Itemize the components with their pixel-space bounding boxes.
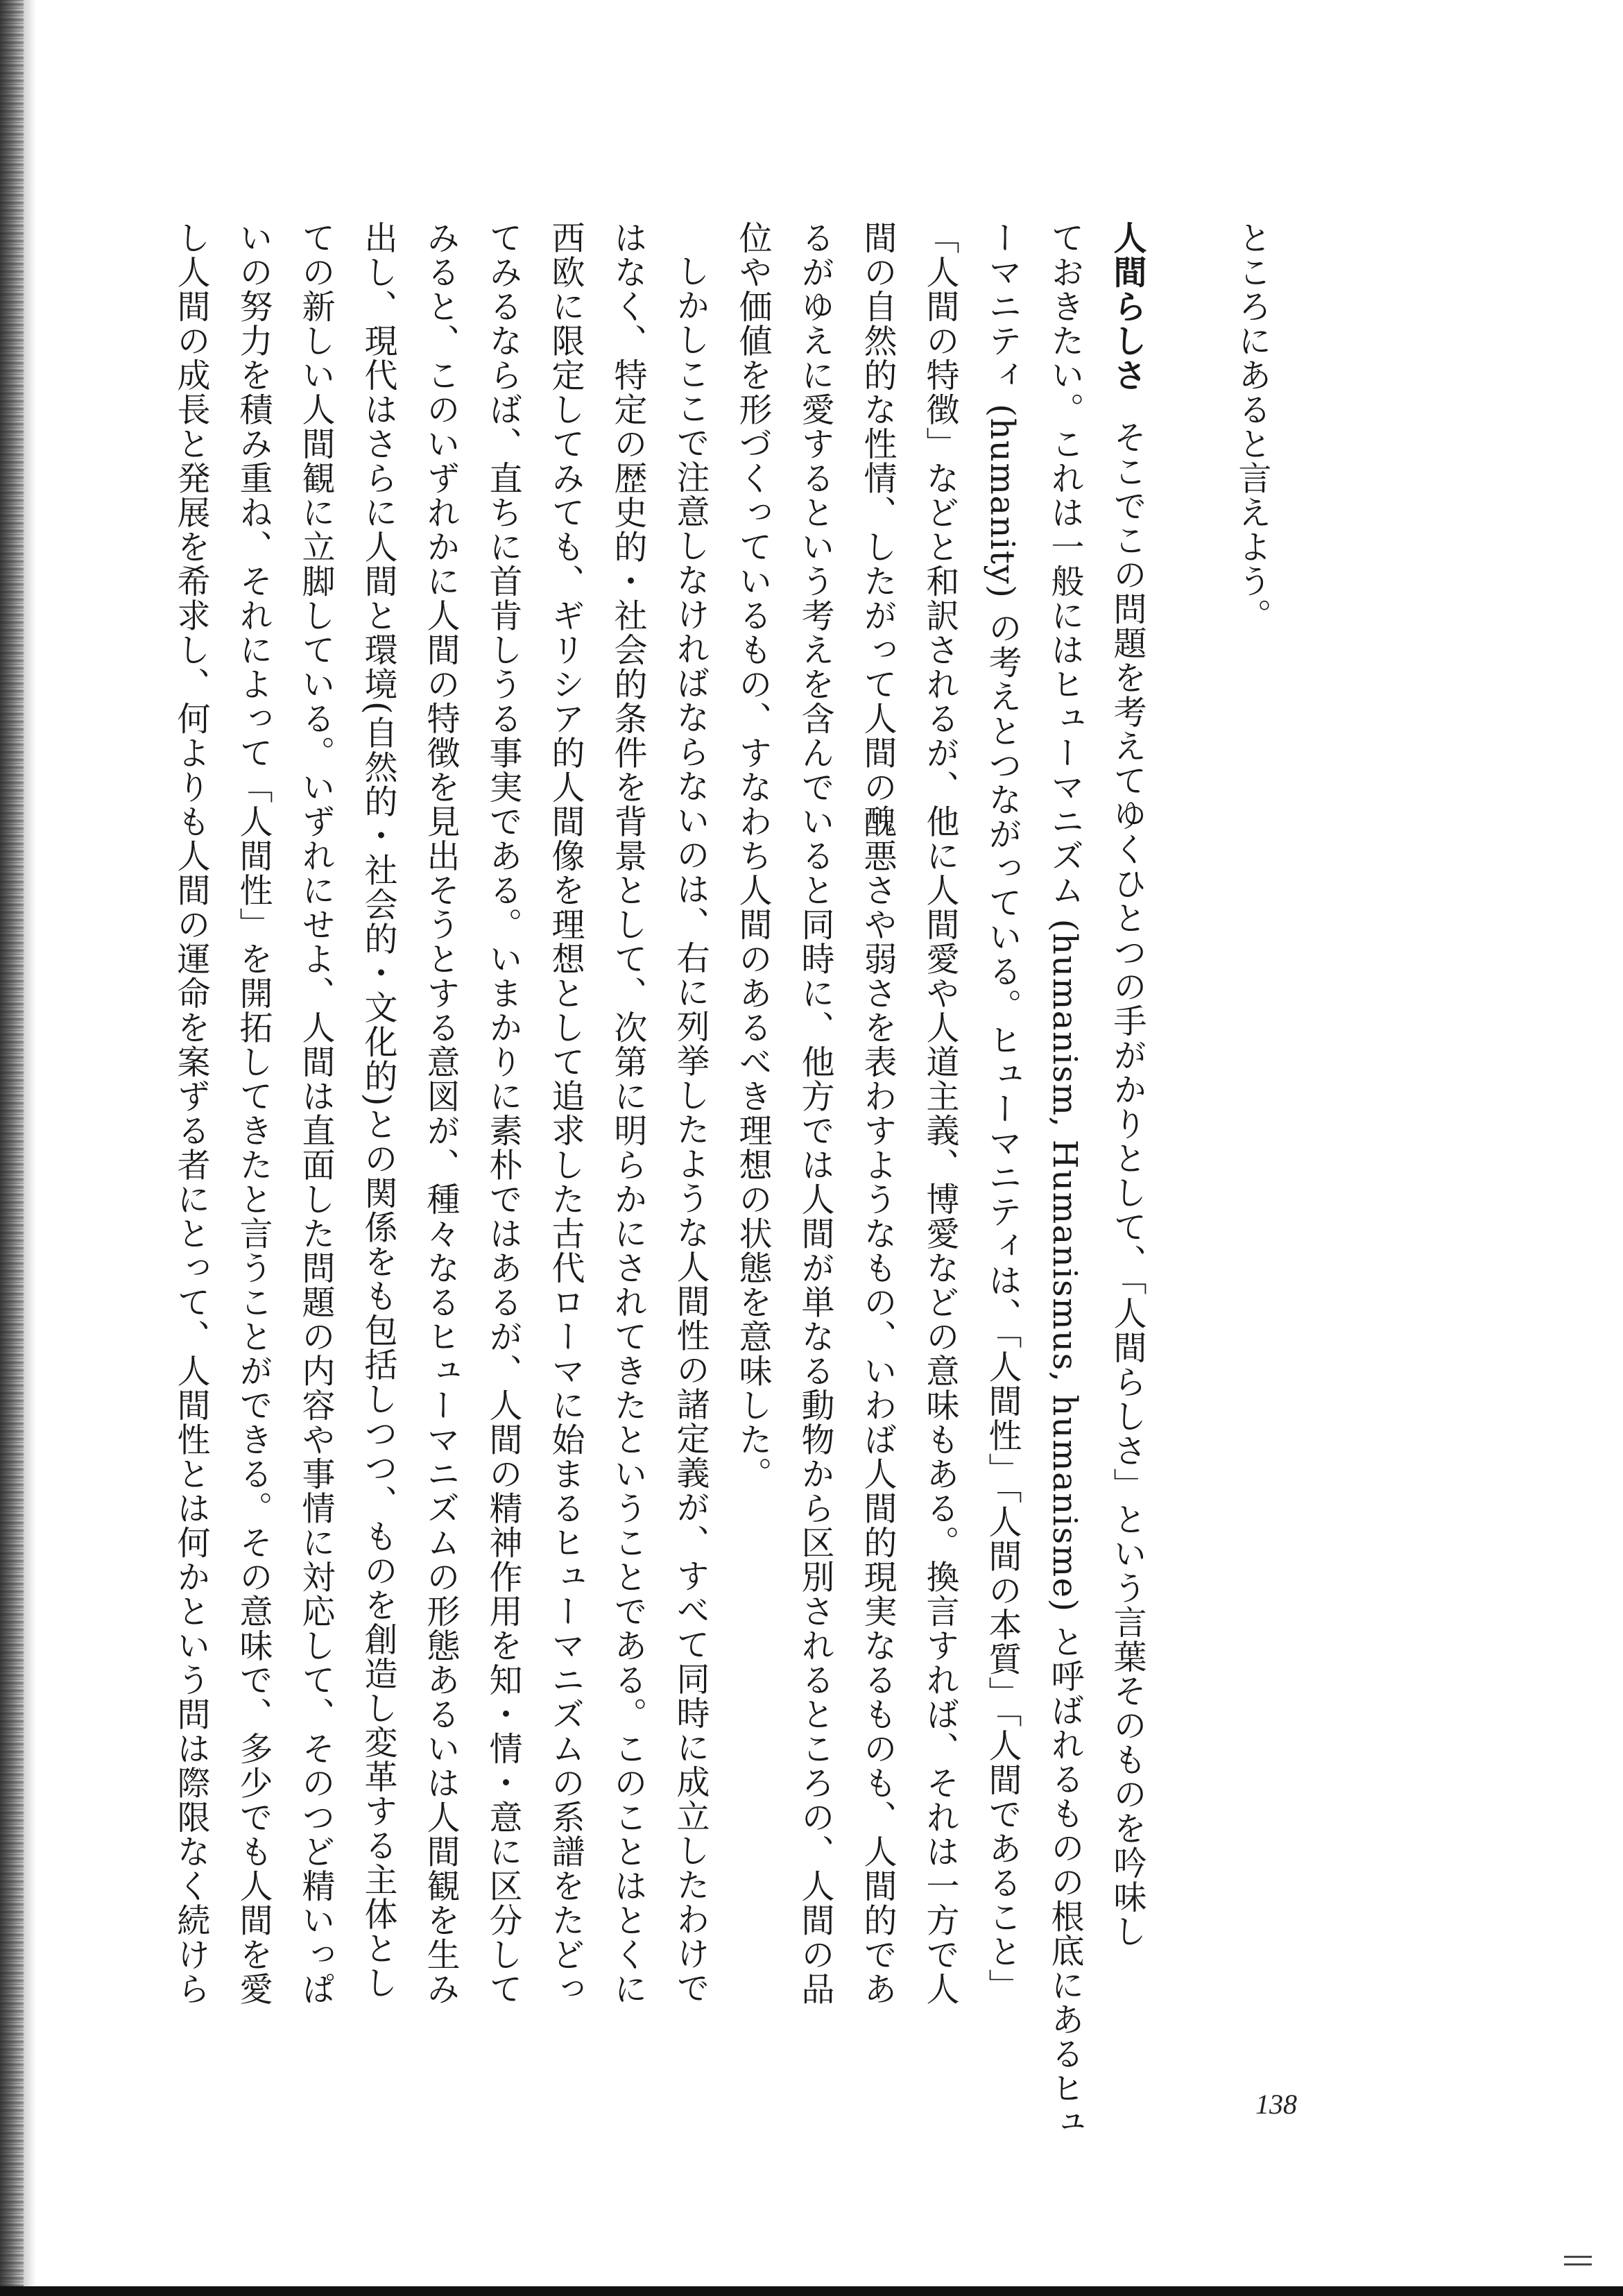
text-line-13: てみるならば、直ちに首肯しうる事実である。いまかりに素朴ではあるが、人間の精神作用を知・情・意に区分して [483, 221, 522, 2006]
text-line-1: ところにあると言えよう。 [1233, 221, 1271, 633]
text-line-6: 「人間の特徴」などと和訳されるが、他に人間愛や人道主義、博愛などの意味もある。換言すれば、それは一方で人 [920, 221, 959, 2006]
text-line-5: ーマニティ (humanity) の考えとつながっている。ヒューマニティは、「人間性」「人間の本質」「人間であること」 [983, 221, 1022, 2003]
text-line-10: しかしここで注意しなければならないのは、右に列挙したような人間性の諸定義が、すべて同時に成立したわけで [671, 254, 710, 2005]
text-line-heading [1096, 221, 1158, 2059]
text-line-14: みると、このいずれかに人間の特徴を見出そうとする意図が、種々なるヒューマニズムの形態あるいは人間観を生み [421, 221, 460, 2006]
corner-mark [1564, 2256, 1592, 2258]
blank-line [1158, 221, 1221, 2059]
text-line-3: そこでこの問題を考えてゆくひとつの手がかりとして、「人間らしさ」という言葉そのものを吟味し [1108, 420, 1147, 1948]
text-line-4: ておきたい。これは一般にはヒューマニズム (humanism, Humanismus, humanisme) と呼ばれるものの根底にあるヒュ [1045, 221, 1084, 2140]
text-line-18: し人間の成長と発展を希求し、何よりも人間の運命を案ずる者にとって、人間性とは何かという問は際限なく続けら [171, 221, 210, 2006]
scan-binding-edge [0, 0, 24, 2296]
text-line-9: 位や価値を形づくっているもの、すなわち人間のあるべき理想の状態を意味した。 [733, 221, 772, 1491]
text-line-8: るがゆえに愛するという考えを含んでいると同時に、他方では人間が単なる動物から区別されるところの、人間の品 [796, 221, 834, 2006]
scan-corner-marks [1564, 2256, 1592, 2277]
text-line-15: 出し、現代はさらに人間と環境(自然的・社会的・文化的)との関係をも包括しつつ、ものを創造し変革する主体とし [359, 221, 397, 2000]
scan-bottom-edge [0, 2286, 1623, 2296]
corner-mark [1564, 2263, 1592, 2265]
text-line-16: ての新しい人間観に立脚している。いずれにせよ、人間は直面した問題の内容や事情に対応して、そのつど精いっぱ [296, 221, 335, 2006]
text-line-7: 間の自然的な性情、したがって人間の醜悪さや弱さを表わすようなもの、いわば人間的現実なるものも、人間的であ [858, 221, 897, 2006]
text-line-12: 西欧に限定してみても、ギリシア的人間像を理想として追求した古代ローマに始まるヒューマニズムの系譜をたどっ [546, 221, 585, 2006]
page-number: 138 [1255, 2089, 1297, 2120]
section-heading: 人間らしさ [1108, 221, 1147, 393]
scan-binding-shadow [24, 0, 36, 2296]
text-line-17: いの努力を積み重ね、それによって「人間性」を開拓してきたと言うことができる。その意味で、多少でも人間を愛 [234, 221, 273, 2006]
text-line-11: はなく、特定の歴史的・社会的条件を背景として、次第に明らかにされてきたということである。このことはとくに [608, 221, 647, 2006]
